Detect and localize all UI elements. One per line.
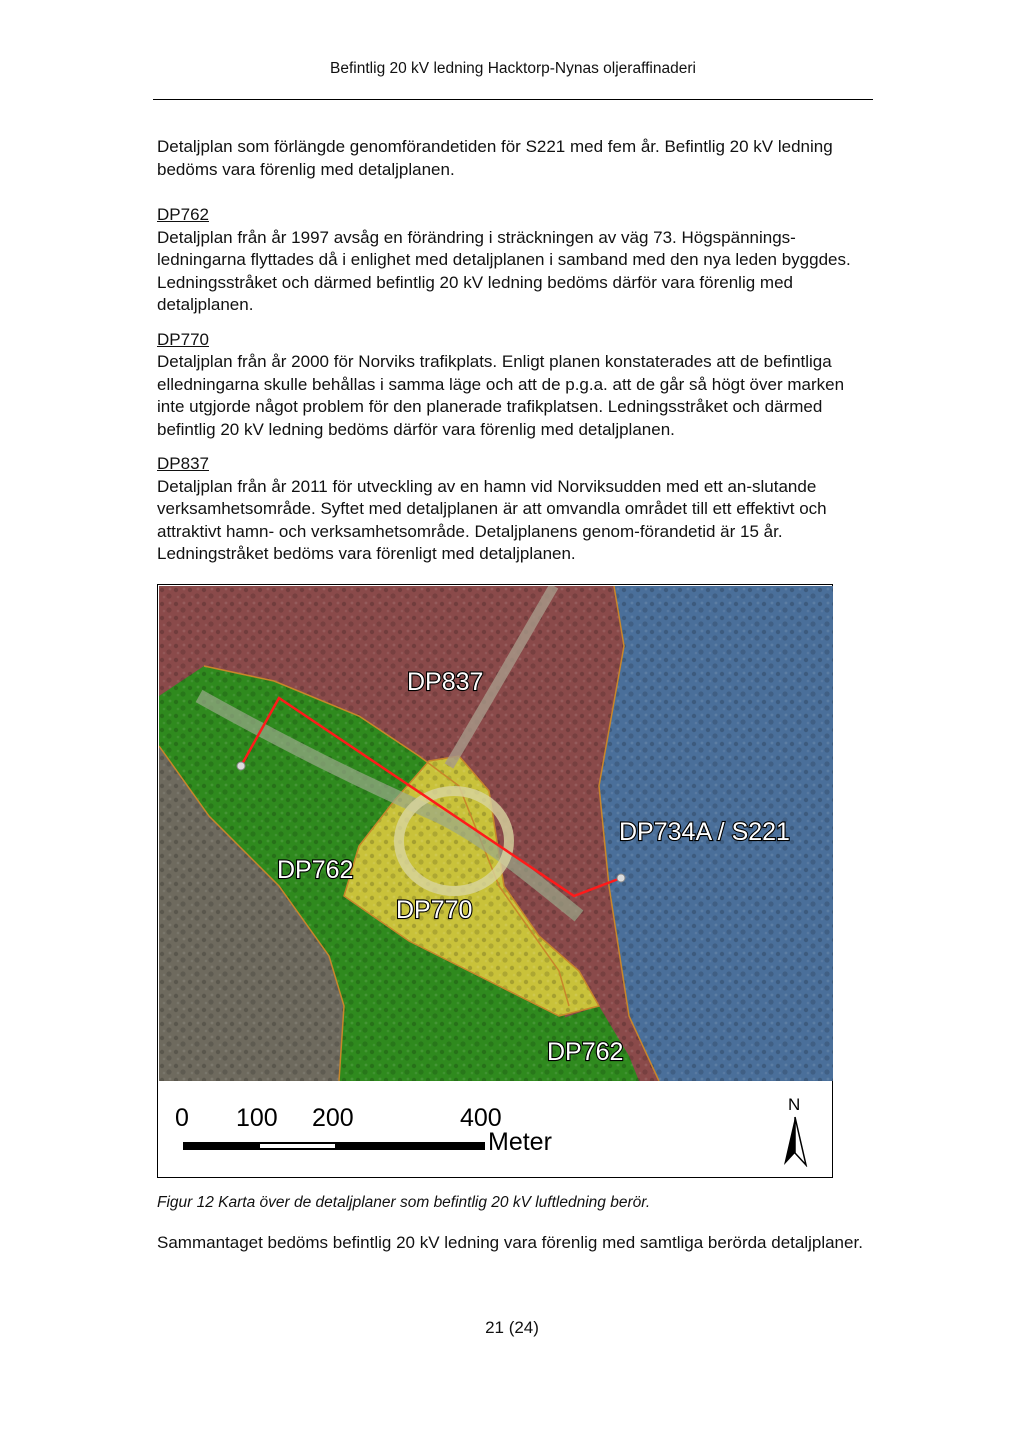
summary-text: Sammantaget bedöms befintlig 20 kV ledning vara förenlig med samtliga berörda detaljplaner. <box>157 1233 863 1252</box>
scale-tick-label: 400 <box>460 1104 502 1132</box>
scale-tick-label: 100 <box>236 1104 278 1132</box>
section-dp837 <box>157 453 873 566</box>
map-label-dp762-bottom: DP762 <box>547 1038 624 1066</box>
section-heading: DP770 <box>157 329 209 349</box>
scale-bar-segment <box>410 1144 483 1148</box>
north-arrow-icon <box>780 1115 810 1167</box>
scale-tick-label: 0 <box>175 1104 189 1132</box>
map-figure <box>157 584 833 1178</box>
scale-bar-segment <box>260 1144 335 1148</box>
header-rule <box>153 99 873 100</box>
section-text: Detaljplan från år 1997 avsåg en förändring i sträckningen av väg 73. Högspännings-ledningarna flyttades då i enlighet med detaljplanen i samband med den nya leden byggdes. Ledningsstråket och därmed befintlig 20 kV ledning bedöms därför vara förenlig med detaljplanen. <box>157 227 851 314</box>
scale-unit-label: Meter <box>488 1128 552 1156</box>
power-line-endpoint <box>237 762 245 770</box>
power-line-endpoint <box>617 874 625 882</box>
section-heading: DP762 <box>157 205 209 224</box>
page-number: 21 (24) <box>485 1318 539 1337</box>
section-heading: DP837 <box>157 454 209 473</box>
scale-bar <box>180 1140 490 1154</box>
section-dp770 <box>157 329 873 442</box>
intro-text: Detaljplan som förlängde genomförandetiden för S221 med fem år. Befintlig 20 kV ledning bedöms vara förenlig med detaljplanen. <box>157 137 833 179</box>
figure-caption: Figur 12 Karta över de detaljplaner som befintlig 20 kV luftledning berör. <box>157 1194 651 1211</box>
section-text: Detaljplan från år 2000 för Norviks trafikplats. Enligt planen konstaterades att de befintliga elledningarna skulle behållas i samma läge och att de p.g.a. att de går så högt över marken inte utgjorde något problem för den planerade trafikplatsen. Ledningsstråket och därmed befintlig 20 kV ledning bedöms därför vara förenlig med detaljplanen. <box>157 352 845 439</box>
map-image <box>159 586 833 1081</box>
page-header: Befintlig 20 kV ledning Hacktorp-Nynas oljeraffinaderi <box>330 60 696 77</box>
map-label-dp770: DP770 <box>396 896 473 924</box>
summary-paragraph <box>157 1232 873 1255</box>
north-label: N <box>788 1095 801 1114</box>
scale-tick-label: 200 <box>312 1104 354 1132</box>
intro-paragraph <box>157 136 873 181</box>
plan-sections <box>157 192 873 566</box>
map-label-dp734a: DP734A / S221 <box>619 818 790 846</box>
map-label-dp762: DP762 <box>277 856 354 884</box>
map-svg <box>159 586 833 1081</box>
map-label-dp837: DP837 <box>407 668 484 696</box>
section-dp762 <box>157 204 873 317</box>
section-text: Detaljplan från år 2011 för utveckling av en hamn vid Norviksudden med ett an-slutande verksamhetsområde. Syftet med detaljplanen är att omvandla området till ett effektivt och attraktivt hamn- och verksamhetsområde. Detaljplanens genom-förandetid är 15 år. Ledningstråket bedöms vara förenligt med detaljplanen. <box>157 476 827 563</box>
